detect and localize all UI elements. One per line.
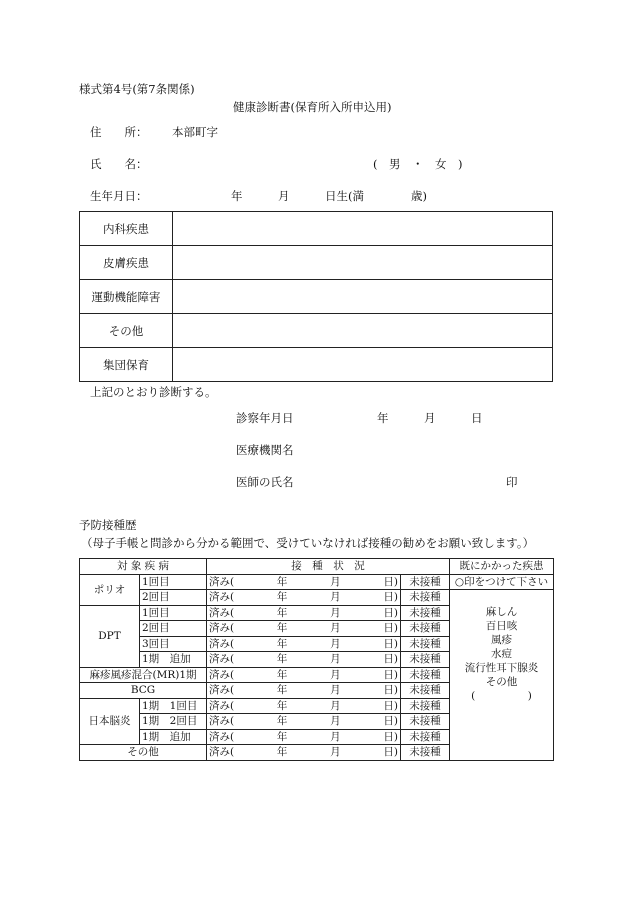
year-unit: 年 (276, 606, 288, 619)
doctor-name-label: 医師の氏名 (236, 475, 294, 489)
not-done-option[interactable]: 未接種 (401, 621, 450, 637)
day-close: 日) (383, 715, 398, 728)
birth-day-unit: 日生(満 (325, 189, 364, 203)
row-label: 運動機能障害 (80, 280, 173, 314)
dose-label: 2回目 (140, 621, 207, 637)
year-unit: 年 (276, 746, 288, 759)
header-target-disease: 対 象 疾 病 (80, 559, 207, 575)
not-done-option[interactable]: 未接種 (401, 667, 450, 683)
dose-label: 1回目 (140, 574, 207, 590)
diagnosis-statement: 上記のとおり診断する。 (90, 385, 217, 399)
done-date-cell[interactable] (207, 652, 401, 668)
done-date-cell[interactable] (207, 590, 401, 606)
group-bcg: BCG (80, 683, 207, 699)
done-open: 済み( (209, 637, 235, 650)
vaccination-note: （母子手帳と問診から分かる範囲で、受けていなければ接種の勧めをお願い致します。） (81, 536, 535, 550)
exam-result-cell[interactable] (173, 314, 553, 348)
group-mr: 麻疹風疹混合(MR)1期 (80, 667, 207, 683)
table-row (80, 574, 554, 590)
day-close: 日) (383, 684, 398, 697)
day-close: 日) (383, 668, 398, 681)
done-date-cell[interactable] (207, 574, 401, 590)
birthdate-label: 生年月日： (90, 189, 148, 203)
table-row (80, 314, 553, 348)
day-close: 日) (383, 622, 398, 635)
day-close: 日) (383, 699, 398, 712)
year-unit: 年 (276, 668, 288, 681)
dose-label: 2回目 (140, 590, 207, 606)
row-label: その他 (80, 314, 173, 348)
year-unit: 年 (276, 715, 288, 728)
year-unit: 年 (276, 684, 288, 697)
not-done-option[interactable]: 未接種 (401, 683, 450, 699)
month-unit: 月 (330, 622, 341, 635)
done-date-cell[interactable] (207, 745, 401, 761)
done-open: 済み( (209, 575, 235, 588)
month-unit: 月 (330, 591, 341, 604)
done-open: 済み( (209, 730, 235, 743)
year-unit: 年 (276, 622, 288, 635)
day-close: 日) (383, 637, 398, 650)
year-unit: 年 (276, 591, 288, 604)
month-unit: 月 (330, 637, 341, 650)
done-open: 済み( (209, 684, 235, 697)
gender-choice: ( 男 ・ 女 ) (373, 157, 463, 171)
month-unit: 月 (330, 699, 341, 712)
not-done-option[interactable]: 未接種 (401, 590, 450, 606)
dose-label: 3回目 (140, 636, 207, 652)
year-unit: 年 (276, 699, 288, 712)
done-date-cell[interactable] (207, 667, 401, 683)
done-open: 済み( (209, 699, 235, 712)
done-open: 済み( (209, 715, 235, 728)
year-unit: 年 (276, 730, 288, 743)
done-date-cell[interactable] (207, 729, 401, 745)
day-close: 日) (383, 730, 398, 743)
birth-month-unit: 月 (278, 189, 290, 203)
row-label: 皮膚疾患 (80, 246, 173, 280)
exam-results-table (79, 211, 553, 382)
month-unit: 月 (330, 715, 341, 728)
month-unit: 月 (330, 668, 341, 681)
month-unit: 月 (330, 653, 341, 666)
table-row (80, 348, 553, 382)
past-disease-item[interactable]: 百日咳 (485, 619, 518, 632)
day-close: 日) (383, 746, 398, 759)
done-date-cell[interactable] (207, 636, 401, 652)
year-unit: 年 (276, 653, 288, 666)
table-row (80, 559, 554, 575)
form-number: 様式第4号(第7条関係) (79, 82, 195, 96)
group-dpt: DPT (80, 605, 140, 667)
table-row (80, 212, 553, 246)
past-disease-item[interactable]: 流行性耳下腺炎 (464, 661, 539, 674)
dose-label: 1期 2回目 (140, 714, 207, 730)
exam-day-unit: 日 (471, 411, 483, 425)
not-done-option[interactable]: 未接種 (401, 729, 450, 745)
day-close: 日) (383, 575, 398, 588)
past-disease-item[interactable]: 麻しん (485, 605, 518, 618)
group-polio: ポリオ (80, 574, 140, 605)
exam-month-unit: 月 (424, 411, 436, 425)
dose-label: 1期 1回目 (140, 698, 207, 714)
vaccination-table (79, 558, 554, 761)
past-disease-item[interactable]: 水痘 (491, 647, 513, 660)
header-past-diseases-note: ○印をつけて下さい (450, 574, 554, 590)
age-unit: 歳) (411, 189, 427, 203)
birth-year-unit: 年 (231, 189, 243, 203)
done-open: 済み( (209, 606, 235, 619)
not-done-option[interactable]: 未接種 (401, 745, 450, 761)
exam-year-unit: 年 (377, 411, 389, 425)
group-japanese-encephalitis: 日本脳炎 (80, 698, 140, 745)
exam-result-cell[interactable] (173, 348, 553, 382)
done-date-cell[interactable] (207, 683, 401, 699)
table-row (80, 280, 553, 314)
header-vaccination-status: 接 種 状 況 (207, 559, 450, 575)
not-done-option[interactable]: 未接種 (401, 605, 450, 621)
month-unit: 月 (330, 606, 341, 619)
day-close: 日) (383, 606, 398, 619)
row-label: 集団保育 (80, 348, 173, 382)
month-unit: 月 (330, 730, 341, 743)
institution-label: 医療機関名 (236, 443, 294, 457)
month-unit: 月 (330, 684, 341, 697)
day-close: 日) (383, 591, 398, 604)
month-unit: 月 (330, 746, 341, 759)
past-diseases-cell[interactable] (450, 590, 554, 761)
seal-mark: 印 (506, 475, 518, 489)
table-row (80, 246, 553, 280)
not-done-option[interactable]: 未接種 (401, 652, 450, 668)
dose-label: 1期 追加 (140, 729, 207, 745)
done-open: 済み( (209, 746, 235, 759)
not-done-option[interactable]: 未接種 (401, 574, 450, 590)
table-row (80, 590, 554, 606)
done-open: 済み( (209, 591, 235, 604)
done-open: 済み( (209, 622, 235, 635)
not-done-option[interactable]: 未接種 (401, 636, 450, 652)
done-open: 済み( (209, 668, 235, 681)
done-date-cell[interactable] (207, 698, 401, 714)
not-done-option[interactable]: 未接種 (401, 698, 450, 714)
exam-result-cell[interactable] (173, 280, 553, 314)
not-done-option[interactable]: 未接種 (401, 714, 450, 730)
dose-label: 1期 追加 (140, 652, 207, 668)
exam-result-cell[interactable] (173, 212, 553, 246)
exam-date-label: 診察年月日 (236, 411, 294, 425)
day-close: 日) (383, 653, 398, 666)
document-title: 健康診断書(保育所入所申込用) (233, 100, 392, 114)
group-other: その他 (80, 745, 207, 761)
year-unit: 年 (276, 575, 288, 588)
month-unit: 月 (330, 575, 341, 588)
past-disease-item[interactable]: ( ) (471, 689, 532, 702)
done-date-cell[interactable] (207, 605, 401, 621)
dose-label: 1回目 (140, 605, 207, 621)
vaccination-heading: 予防接種歴 (79, 518, 137, 532)
row-label: 内科疾患 (80, 212, 173, 246)
past-disease-item[interactable]: その他 (485, 675, 518, 688)
header-past-diseases: 既にかかった疾患 (450, 559, 554, 575)
address-label: 住 所： (90, 125, 148, 139)
done-date-cell[interactable] (207, 621, 401, 637)
name-label: 氏 名： (90, 157, 148, 171)
done-open: 済み( (209, 653, 235, 666)
address-value: 本部町字 (172, 125, 218, 139)
done-date-cell[interactable] (207, 714, 401, 730)
past-disease-item[interactable]: 風疹 (491, 633, 513, 646)
year-unit: 年 (276, 637, 288, 650)
exam-result-cell[interactable] (173, 246, 553, 280)
